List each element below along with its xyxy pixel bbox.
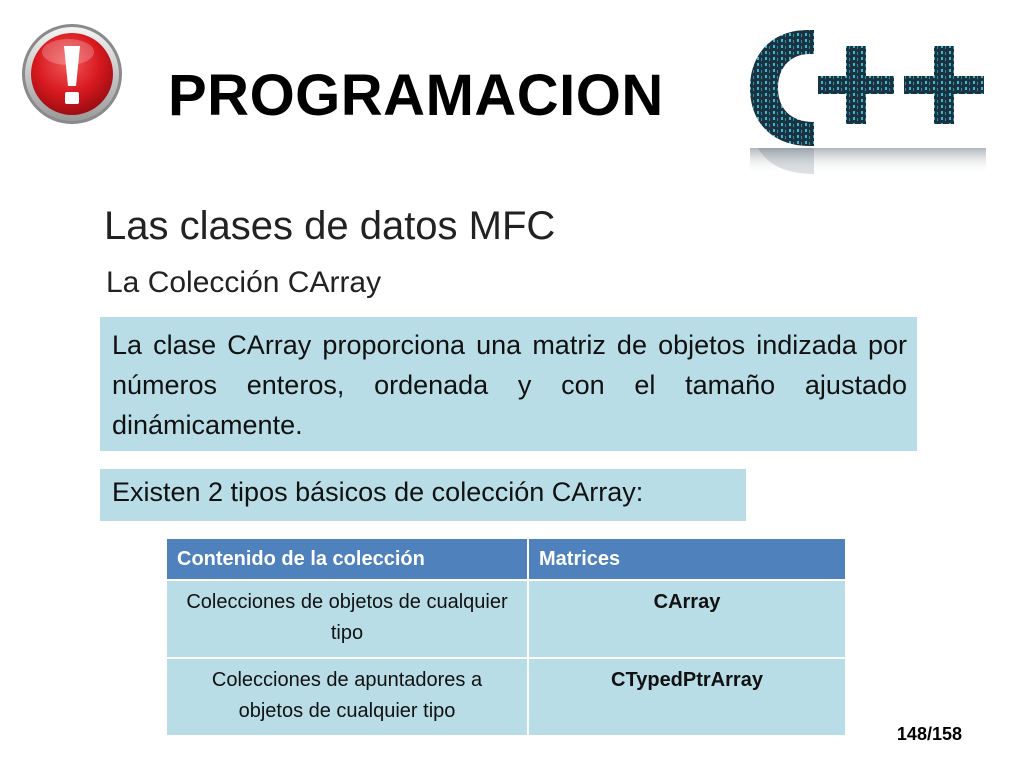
table-cell: CTypedPtrArray [528, 658, 846, 736]
section-heading: Las clases de datos MFC [104, 204, 556, 248]
table-row [166, 658, 846, 736]
cpp-logo [748, 26, 992, 176]
table-header-cell: Contenido de la colección [166, 538, 528, 580]
section-subheading: La Colección CArray [106, 266, 382, 299]
description-box: La clase CArray proporciona una matriz de objetos indizada por números enteros, ordenada y con el tamaño ajustado dinámicamente. [100, 317, 917, 451]
table-header-cell: Matrices [528, 538, 846, 580]
page-title: PROGRAMACION [168, 63, 664, 128]
types-intro-box: Existen 2 tipos básicos de colección CArray: [100, 469, 746, 521]
collection-table [165, 537, 847, 737]
table-row [166, 580, 846, 658]
table-cell: Colecciones de apuntadores a objetos de cualquier tipo [166, 658, 528, 736]
exclamation-icon [20, 22, 124, 126]
page-number: 148/158 [896, 724, 962, 744]
table-header-row [166, 538, 846, 580]
table-cell: CArray [528, 580, 846, 658]
table-cell: Colecciones de objetos de cualquier tipo [166, 580, 528, 658]
